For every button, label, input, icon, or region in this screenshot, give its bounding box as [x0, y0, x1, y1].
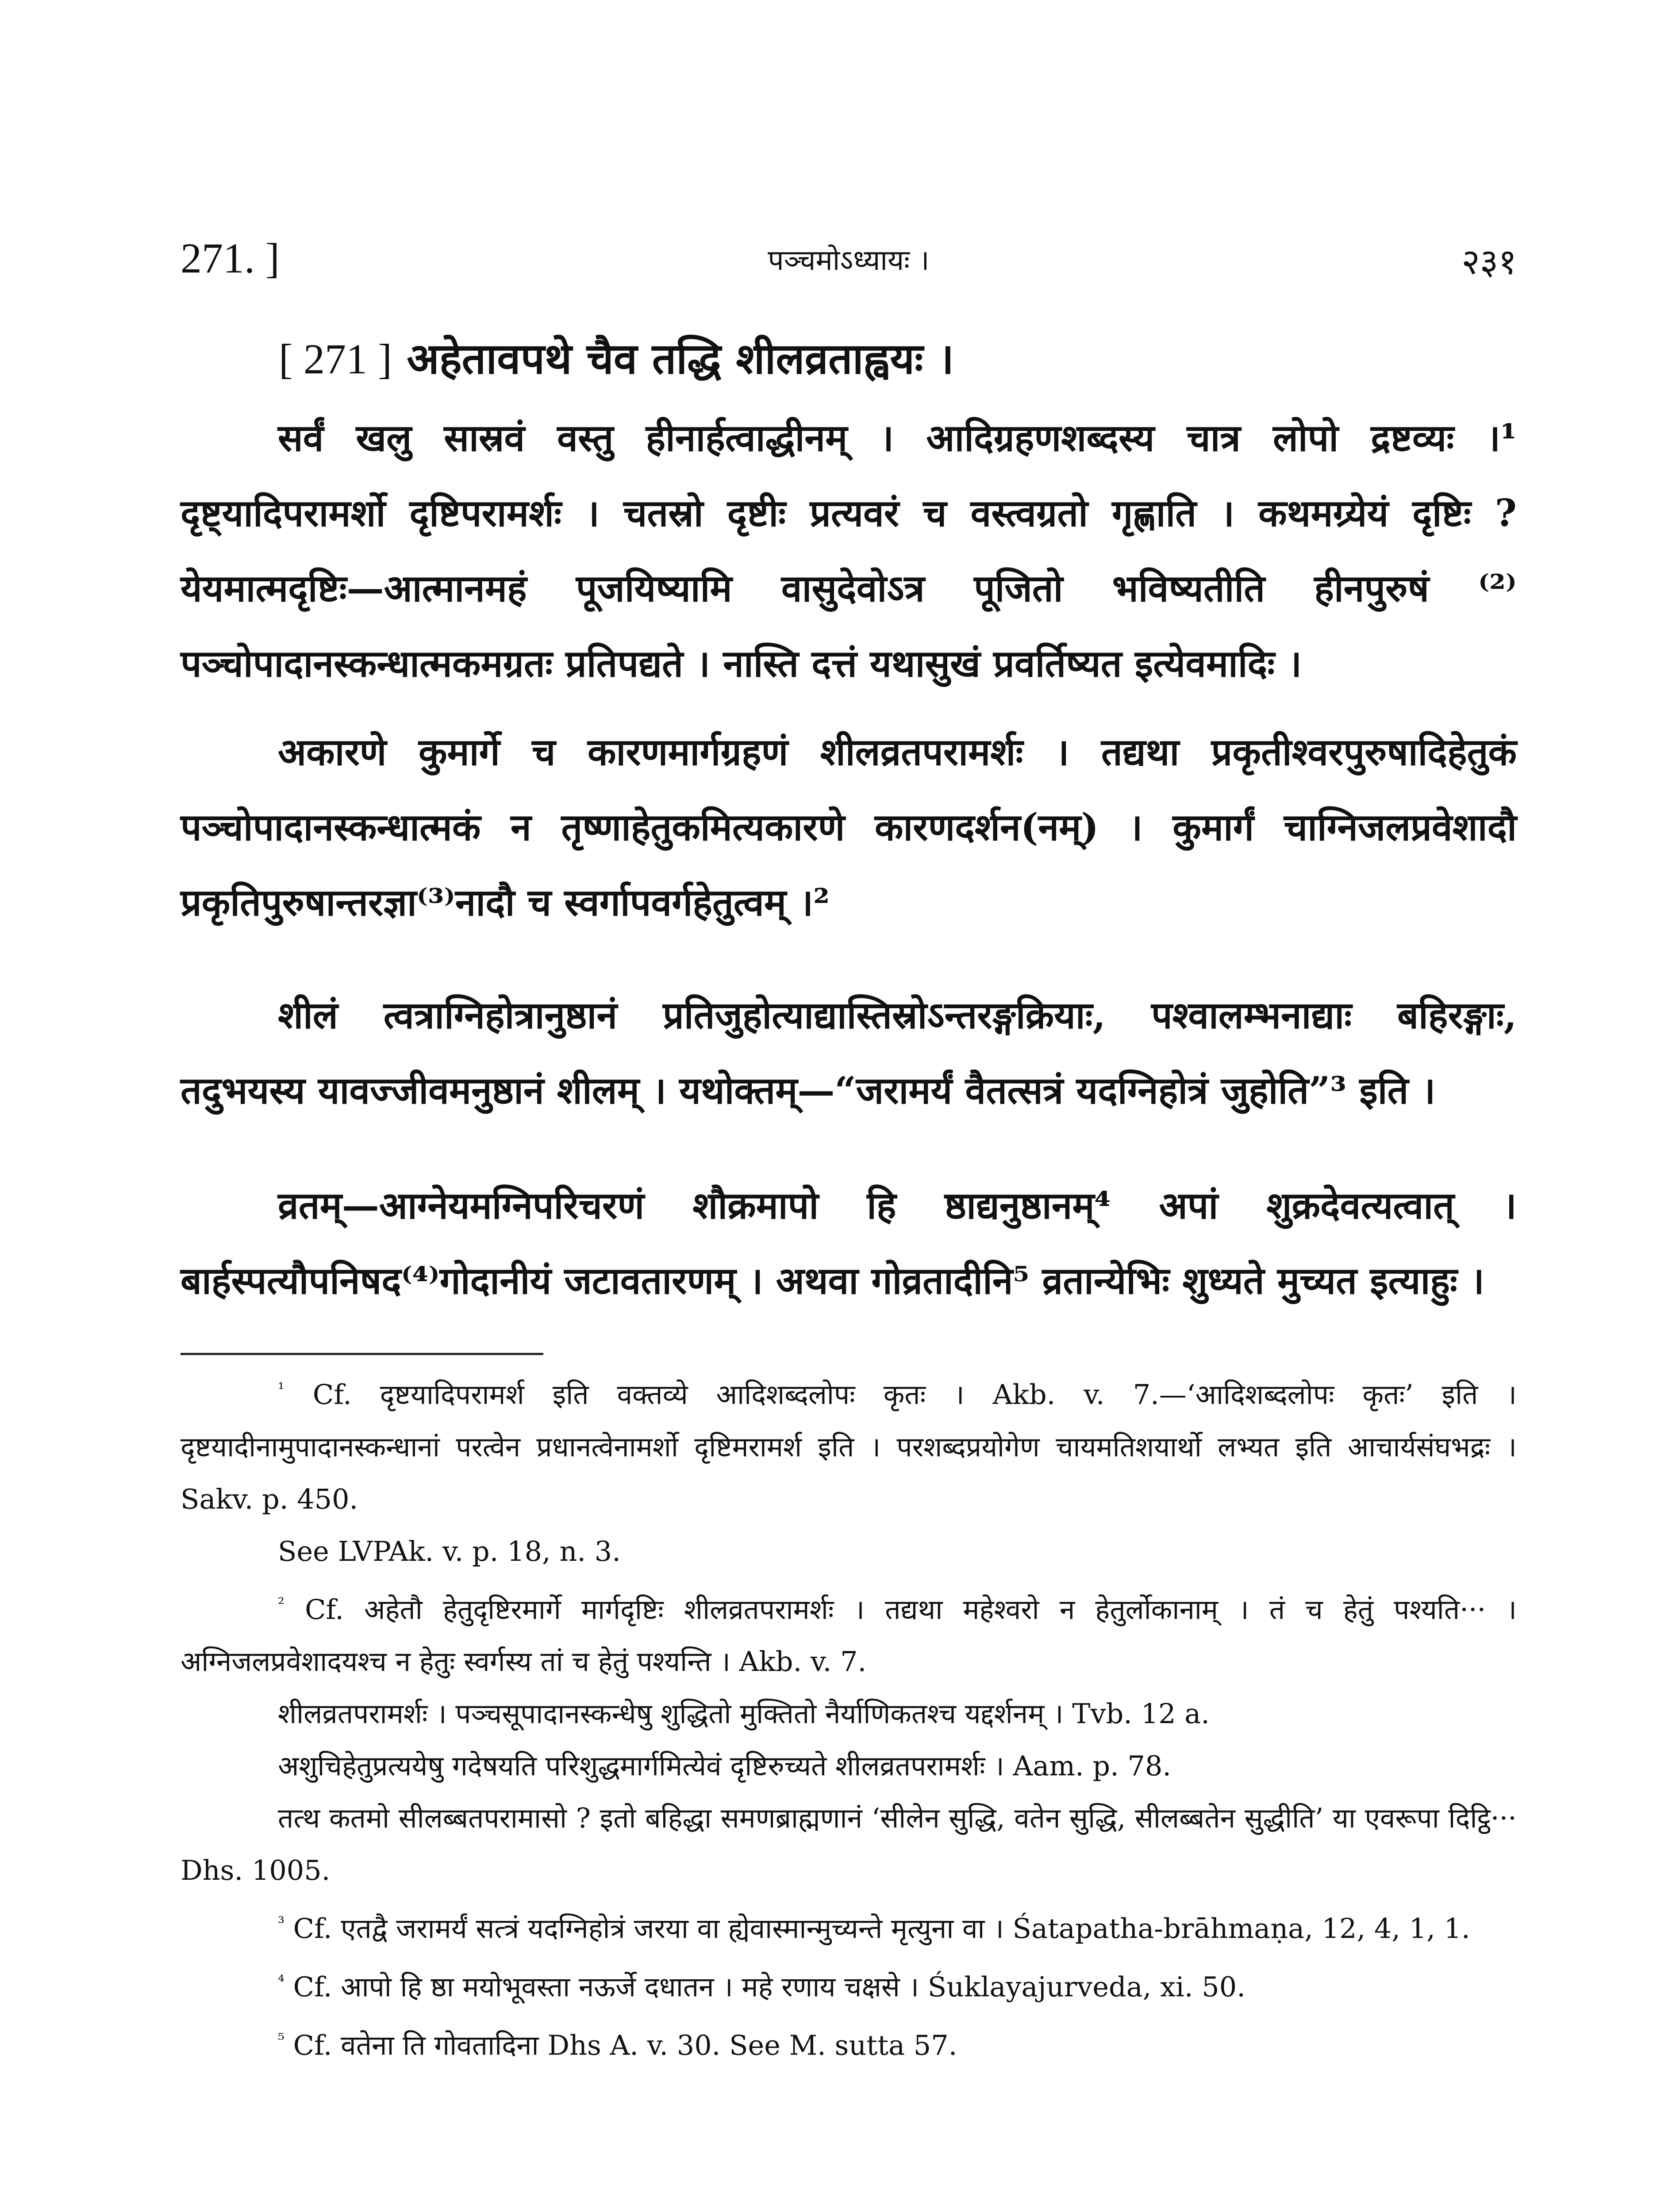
commentary-paragraph-1: [181, 400, 1517, 701]
page-number: २३१: [1461, 241, 1517, 282]
paragraph-text: सर्वं खलु सास्रवं वस्तु हीनार्हत्वाद्धीनम् । आदिग्रहणशब्दस्य चात्र लोपो द्रष्टव्यः ।¹ दृष्ट्यादिपरामर्शो दृष्टिपरामर्शः । चतस्रो दृष्टीः प्रत्यवरं च वस्त्वग्रतो गृह्णाति । कथमग्र्येयं दृष्टिः ? येयमात्मदृष्टिः—आत्मानमहं पूजयिष्यामि वासुदेवोऽत्र पूजितो भविष्यतीति हीनपुरुषं ⁽²⁾पञ्चोपादानस्कन्धात्मकमग्रतः प्रतिपद्यते । नास्ति दत्तं यथासुखं प्रवर्तिष्यत इत्येवमादिः ।: [181, 416, 1517, 685]
footnote-mark: ³: [278, 1913, 284, 1933]
running-header: [181, 234, 1517, 291]
footnote-mark: ⁴: [278, 1971, 284, 1991]
paragraph-text: अकारणे कुमार्गे च कारणमार्गग्रहणं शीलव्रतपरामर्शः । तद्यथा प्रकृतीश्वरपुरुषादिहेतुकं पञ्चोपादानस्कन्धात्मकं न तृष्णाहेतुकमित्यकारणे कारणदर्शन(नम्) । कुमार्गं चाग्निजलप्रवेशादौ प्रकृतिपुरुषान्तरज्ञा⁽³⁾नादौ च स्वर्गापवर्गहेतुत्वम् ।²: [181, 730, 1517, 924]
footnote-4: [181, 1955, 1517, 2013]
paragraph-text: शीलं त्वत्राग्निहोत्रानुष्ठानं प्रतिजुहोत्याद्यास्तिस्रोऽन्तरङ्गक्रियाः, पश्वालम्भनाद्याः बहिरङ्गाः, तदुभयस्य यावज्जीवमनुष्ठानं शीलम् । यथोक्तम्—“जरामर्यं वैतत्सत्रं यदग्निहोत्रं जुहोति”³ इति ।: [181, 993, 1517, 1112]
footnote-text: Cf. वतेना ति गोवतादिना Dhs A. v. 30. See M. sutta 57.: [293, 2029, 957, 2062]
chapter-title: पञ्चमोऽध्यायः ।: [768, 244, 930, 277]
footnote-mark: ¹: [278, 1379, 284, 1398]
footnote-1: [181, 1363, 1517, 1525]
footnote-text: Cf. आपो हि ष्ठा मयोभूवस्ता नऊर्जे दधातन । महे रणाय चक्षसे । Śuklayajurveda, xi. 50.: [293, 1970, 1245, 2003]
footnote-mark: ⁵: [278, 2029, 284, 2049]
commentary-paragraph-3: [181, 978, 1517, 1128]
footnote-2: [181, 1578, 1517, 1688]
footnote-rule: [181, 1353, 543, 1355]
commentary-paragraph-2: [181, 714, 1517, 940]
verse-heading: [279, 328, 954, 386]
footnotes: [181, 1363, 1517, 2071]
footnote-text: See LVPAk. v. p. 18, n. 3.: [278, 1535, 621, 1567]
footnote-2-cont: [181, 1792, 1517, 1897]
commentary-paragraph-4: [181, 1168, 1517, 1318]
footnote-text: शीलव्रतपरामर्शः । पञ्चसूपादानस्कन्धेषु शुद्धितो मुक्तितो नैर्याणिकतश्च यद्दर्शनम् । Tvb. 12 a.: [278, 1697, 1210, 1730]
footnote-1-cont: [181, 1525, 1517, 1578]
paragraph-text: व्रतम्—आग्नेयमग्निपरिचरणं शौक्रमापो हि ष्ठाद्यनुष्ठानम्⁴ अपां शुक्रदेवत्यत्वात् । बार्हस्पत्यौपनिषद⁽⁴⁾गोदानीयं जटावतारणम् । अथवा गोव्रतादीनि⁵ व्रतान्येभिः शुध्यते मुच्यत इत्याहुः ।: [181, 1183, 1517, 1302]
footnote-2-cont: [181, 1688, 1517, 1740]
verse-text: अहेतावपथे चैव तद्धि शीलव्रताह्वयः ।: [407, 334, 954, 384]
footnote-3: [181, 1897, 1517, 1955]
footnote-5: [181, 2013, 1517, 2072]
section-number: 271. ]: [181, 234, 280, 282]
footnote-text: Cf. अहेतौ हेतुदृष्टिरमार्गे मार्गदृष्टिः शीलव्रतपरामर्शः । तद्यथा महेश्वरो न हेतुर्लोकानाम् । तं च हेतुं पश्यति··· । अग्निजलप्रवेशादयश्च न हेतुः स्वर्गस्य तां च हेतुं पश्यन्ति । Akb. v. 7.: [181, 1593, 1517, 1678]
footnote-text: Cf. एतद्वै जरामर्यं सत्त्रं यदग्निहोत्रं जरया वा ह्येवास्मान्मुच्यन्ते मृत्युना वा । Śatapatha-brāhmaṇa, 12, 4, 1, 1.: [293, 1912, 1470, 1945]
verse-number: [ 271 ]: [279, 335, 392, 383]
footnote-mark: ²: [278, 1594, 284, 1613]
footnote-2-cont: [181, 1740, 1517, 1792]
footnote-text: अशुचिहेतुप्रत्ययेषु गदेषयति परिशुद्धमार्गमित्येवं दृष्टिरुच्यते शीलव्रतपरामर्शः । Aam. p. 78.: [278, 1750, 1172, 1782]
footnote-text: तत्थ कतमो सीलब्बतपरामासो ? इतो बहिद्धा समणब्राह्मणानं ‘सीलेन सुद्धि, वतेन सुद्धि, सीलब्बतेन सुद्धीति’ या एवरूपा दिट्ठि··· Dhs. 1005.: [181, 1802, 1517, 1887]
footnote-text: Cf. दृष्टयादिपरामर्श इति वक्तव्ये आदिशब्दलोपः कृतः । Akb. v. 7.—‘आदिशब्दलोपः कृतः’ इति । दृष्टयादीनामुपादानस्कन्धानां परत्वेन प्रधानत्वेनामर्शो दृष्टिमरामर्श इति । परशब्दप्रयोगेण चायमतिशयार्थो लभ्यत इति आचार्यसंघभद्रः । Sakv. p. 450.: [181, 1378, 1517, 1515]
